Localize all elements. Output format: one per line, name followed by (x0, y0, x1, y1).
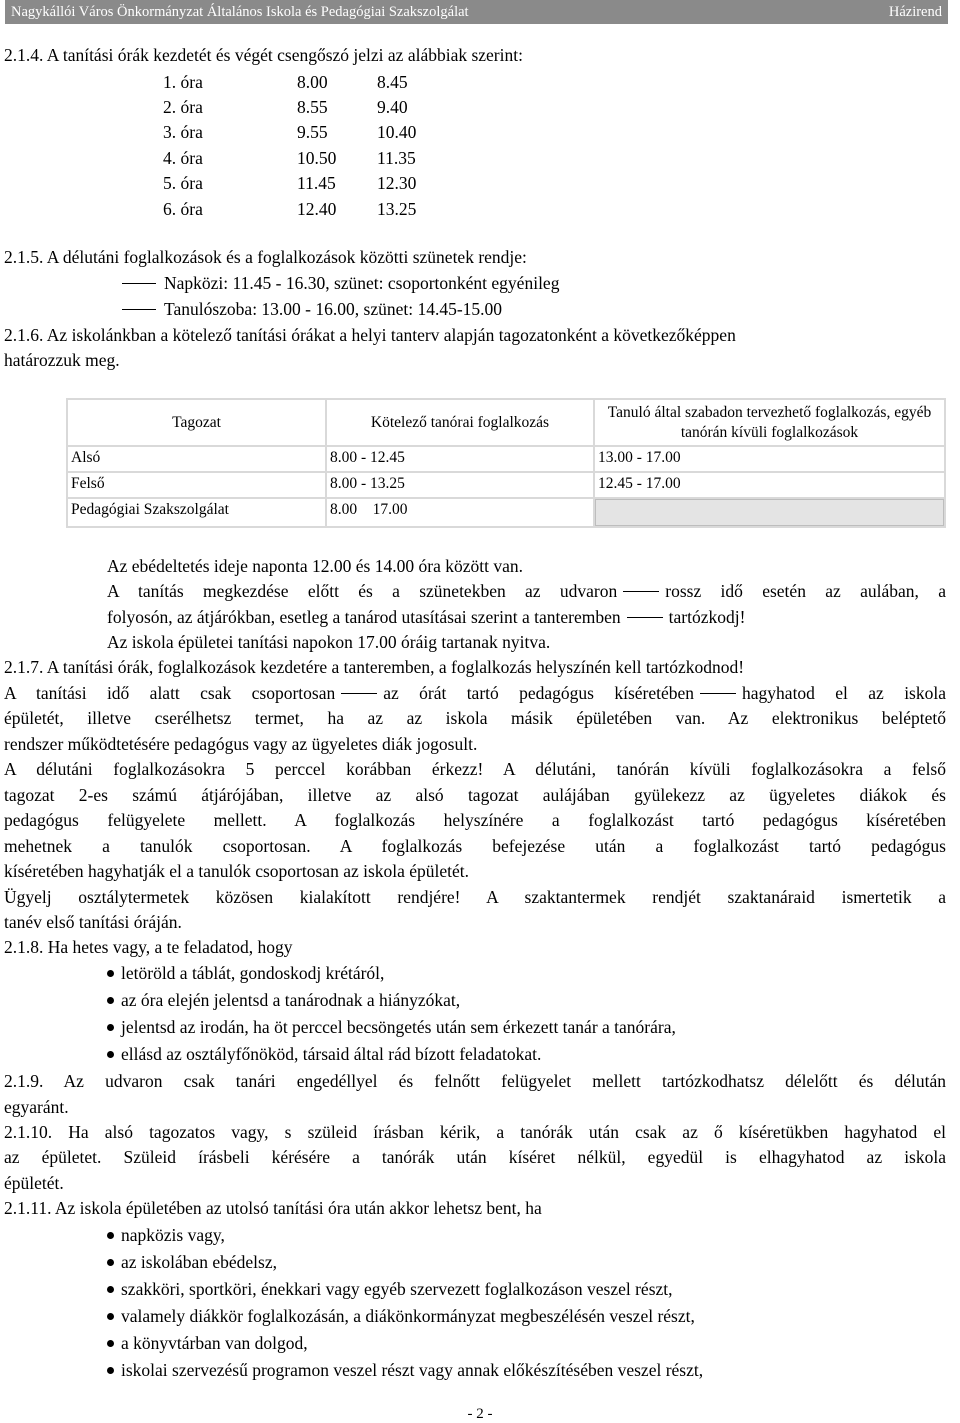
afternoon-item-text: Tanulószoba: 13.00 - 16.00, szünet: 14.45-15.00 (164, 299, 503, 319)
section-2-1-7-line: tanév első tanítási óráján. (4, 912, 182, 932)
recess-rule-line (107, 580, 946, 602)
lesson-start: 8.55 (297, 97, 328, 117)
table-cell-kotelezo: 8.00 - 13.25 (327, 473, 593, 497)
afternoon-item-text: Napközi: 11.45 - 16.30, szünet: csoportonként egyénileg (164, 273, 560, 293)
stay-condition-item (107, 1332, 947, 1354)
section-2-1-6-line: 2.1.6. Az iskolánkban a kötelező tanítási órákat a helyi tanterv alapján tagozatonként a következőképpen (4, 325, 736, 345)
bullet-icon (107, 1259, 114, 1266)
section-2-1-10-line: 2.1.10. Ha alsó tagozatos vagy, s szüleid írásban kérik, a tanórák után csak az ő kíséretükben hagyhatod el (4, 1122, 946, 1142)
lesson-start: 11.45 (297, 173, 336, 193)
table-cell-empty (595, 499, 944, 526)
section-2-1-7-line: mehetnek a tanulók csoportosan. A foglalkozás befejezése után a foglalkozást tartó pedagógus (4, 836, 946, 856)
dash-mark (122, 309, 156, 310)
lesson-end: 12.30 (377, 173, 417, 193)
stay-condition-text: iskolai szervezésű programon veszel részt vagy annak előkészítésében veszel részt, (121, 1360, 704, 1380)
table-cell-tagozat: Alsó (68, 447, 325, 471)
lesson-label: 2. óra (163, 97, 203, 117)
text-part: tartózkodj! (668, 607, 746, 627)
lesson-end: 13.25 (377, 199, 417, 219)
bullet-icon (107, 997, 114, 1004)
section-2-1-7-line: tagozat 2-es számú átjárójában, illetve az alsó tagozat aulájában gyülekezz az ügyeletes diákok és (4, 785, 946, 805)
stay-condition-text: szakköri, sportköri, énekkari vagy egyéb szervezett foglalkozáson veszel részt, (121, 1279, 673, 1299)
bullet-icon (107, 970, 114, 977)
dash-mark (341, 693, 377, 694)
duty-item-text: az óra elején jelentsd a tanárodnak a hiányzókat, (121, 990, 461, 1010)
stay-condition-item (107, 1359, 947, 1381)
section-2-1-7-line: A délutáni foglalkozásokra 5 perccel korábban érkezz! A délutáni, tanórán kívüli foglalkozásokra a felső (4, 759, 946, 779)
bullet-icon (107, 1024, 114, 1031)
lesson-end: 8.45 (377, 72, 408, 92)
lesson-start: 9.55 (297, 122, 328, 142)
table-cell-szabad: 12.45 - 17.00 (595, 473, 944, 497)
section-2-1-7-line: pedagógus felügyelete mellett. A foglalkozás helyszínére a foglalkozást tartó pedagógus kíséretében (4, 810, 946, 830)
duty-item-text: letöröld a táblát, gondoskodj krétáról, (121, 963, 385, 983)
lesson-start: 8.00 (297, 72, 328, 92)
table-cell-kotelezo: 8.00 17.00 (327, 499, 593, 526)
lesson-label: 5. óra (163, 173, 203, 193)
text-part: folyosón, az átjárókban, esetleg a tanárod utasításai szerint a tanteremben (107, 607, 621, 627)
section-2-1-4-intro: 2.1.4. A tanítási órák kezdetét és végét csengőszó jelzi az alábbiak szerint: (4, 45, 523, 65)
text-part: hagyhatod el az iskola (742, 683, 946, 703)
page-number: - 2 - (467, 1406, 493, 1422)
header-institution: Nagykállói Város Önkormányzat Általános Iskola és Pedagógiai Szakszolgálat (11, 3, 469, 20)
lesson-start: 12.40 (297, 199, 337, 219)
section-2-1-11-intro: 2.1.11. Az iskola épületében az utolsó tanítási óra után akkor lehetsz bent, ha (4, 1198, 542, 1218)
section-2-1-7-line: Ügyelj osztálytermetek közösen kialakított rendjére! A szaktantermek rendjét szaktanáraid ismertetik a (4, 887, 946, 907)
stay-condition-text: az iskolában ebédelsz, (121, 1252, 277, 1272)
table-cell-kotelezo: 8.00 - 12.45 (327, 447, 593, 471)
stay-condition-item (107, 1251, 947, 1273)
opening-hours: Az iskola épületei tanítási napokon 17.00 óráig tartanak nyitva. (107, 632, 551, 652)
section-2-1-7-line: épületét, illetve cserélhetsz termet, ha az az iskola másik épületében van. Az elektronikus beléptető (4, 708, 946, 728)
duty-item-text: jelentsd az irodán, ha öt perccel becsöngetés után sem érkezett tanár a tanórára, (121, 1017, 676, 1037)
duty-item (107, 962, 947, 984)
table-header-kotelezo: Kötelező tanórai foglalkozás (327, 400, 593, 445)
table-header-tagozat: Tagozat (68, 400, 325, 445)
stay-condition-item (107, 1278, 947, 1300)
bullet-icon (107, 1232, 114, 1239)
duty-item-text: ellásd az osztályfőnököd, társaid által rád bízott feladatokat. (121, 1044, 542, 1064)
section-2-1-7-line (4, 682, 946, 704)
text-part: rossz idő esetén az aulában, a (665, 581, 946, 601)
table-header-szabad: Tanuló által szabadon tervezhető foglalkozás, egyéb tanórán kívüli foglalkozások (595, 400, 944, 445)
lesson-end: 10.40 (377, 122, 417, 142)
table-cell-tagozat: Felső (68, 473, 325, 497)
lesson-label: 6. óra (163, 199, 203, 219)
lesson-label: 4. óra (163, 148, 203, 168)
stay-condition-text: valamely diákkör foglalkozásán, a diákönkormányzat megbeszélésén veszel részt, (121, 1306, 695, 1326)
section-2-1-7-line: kíséretében hagyhatják el a tanulók csoportosan az iskola épületét. (4, 861, 470, 881)
text-part: A tanítás megkezdése előtt és a szünetekben az udvaron (107, 581, 618, 601)
section-2-1-7-line: rendszer működtetésére pedagógus vagy az ügyeletes diák jogosult. (4, 734, 478, 754)
section-2-1-9-line: 2.1.9. Az udvaron csak tanári engedéllyel és felnőtt felügyelet mellett tartózkodhatsz délelőtt és délután (4, 1071, 946, 1091)
stay-condition-text: napközis vagy, (121, 1225, 225, 1245)
bullet-icon (107, 1313, 114, 1320)
lesson-label: 1. óra (163, 72, 203, 92)
dash-mark (627, 617, 663, 618)
lesson-end: 9.40 (377, 97, 408, 117)
lunch-time: Az ebédeltetés ideje naponta 12.00 és 14.00 óra között van. (107, 556, 523, 576)
stay-condition-item (107, 1305, 947, 1327)
section-2-1-9-line: egyaránt. (4, 1097, 69, 1117)
duty-item (107, 1043, 947, 1065)
section-2-1-6-line: határozzuk meg. (4, 350, 120, 370)
afternoon-item (122, 272, 559, 294)
duty-item (107, 989, 947, 1011)
duty-item (107, 1016, 947, 1038)
page-header (5, 0, 948, 24)
bullet-icon (107, 1340, 114, 1347)
dash-mark (122, 283, 156, 284)
section-2-1-10-line: az épületet. Szüleid írásbeli kérésére a tanórák után kíséret nélkül, egyedül is elhagyhatod az iskola (4, 1147, 946, 1167)
dash-mark (623, 591, 659, 592)
section-2-1-8-intro: 2.1.8. Ha hetes vagy, a te feladatod, hogy (4, 937, 293, 957)
bullet-icon (107, 1367, 114, 1374)
lesson-label: 3. óra (163, 122, 203, 142)
header-doc-title: Házirend (888, 3, 942, 20)
table-cell-szabad: 13.00 - 17.00 (595, 447, 944, 471)
lesson-start: 10.50 (297, 148, 337, 168)
bullet-icon (107, 1051, 114, 1058)
stay-condition-text: a könyvtárban van dolgod, (121, 1333, 308, 1353)
schedule-table (66, 398, 946, 528)
text-part: az órát tartó pedagógus kíséretében (383, 683, 695, 703)
dash-mark (700, 693, 736, 694)
stay-condition-item (107, 1224, 947, 1246)
recess-rule-line (107, 606, 745, 628)
section-2-1-10-line: épületét. (4, 1173, 64, 1193)
section-2-1-7-line: 2.1.7. A tanítási órák, foglalkozások kezdetére a tanteremben, a foglalkozás helyszínén kell tartózkodnod! (4, 657, 745, 677)
table-cell-tagozat: Pedagógiai Szakszolgálat (68, 499, 325, 526)
afternoon-item (122, 298, 502, 320)
text-part: A tanítási idő alatt csak csoportosan (4, 683, 336, 703)
section-2-1-5-intro: 2.1.5. A délutáni foglalkozások és a foglalkozások közötti szünetek rendje: (4, 247, 527, 267)
bullet-icon (107, 1286, 114, 1293)
lesson-end: 11.35 (377, 148, 416, 168)
